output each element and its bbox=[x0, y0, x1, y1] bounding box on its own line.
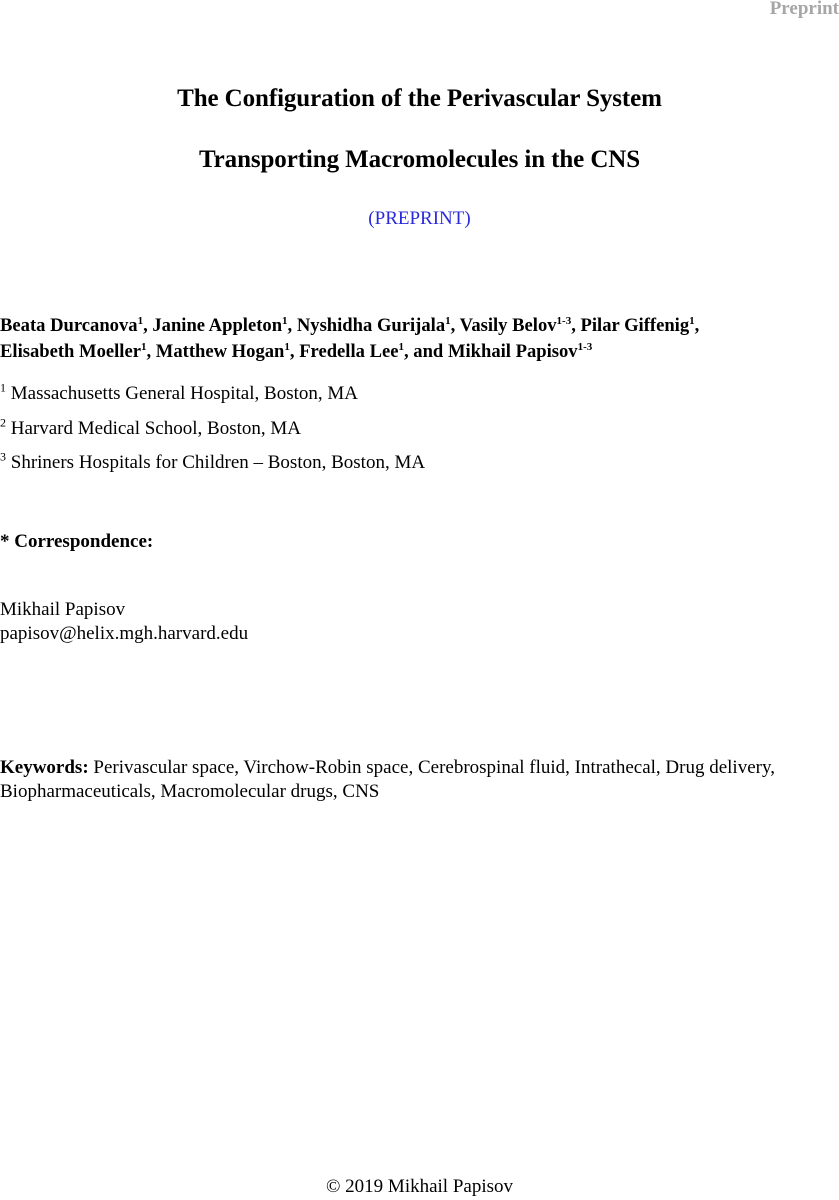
keywords-label: Keywords: bbox=[0, 757, 89, 778]
author-affiliation-mark: 1 bbox=[445, 314, 451, 327]
author-separator: , bbox=[143, 315, 153, 336]
affiliation-text: Massachusetts General Hospital, Boston, MA bbox=[10, 383, 358, 404]
author-separator: , bbox=[287, 315, 297, 336]
author-name: Janine Appleton bbox=[152, 315, 283, 336]
author-separator: , bbox=[571, 315, 581, 336]
copyright-footer: © 2019 Mikhail Papisov bbox=[325, 1176, 514, 1197]
author-separator: , and bbox=[404, 341, 448, 362]
correspondence-heading: * Correspondence: bbox=[0, 531, 154, 552]
author-list bbox=[0, 313, 839, 365]
author-affiliation-mark: 1 bbox=[689, 314, 695, 327]
paper-title-line-1: The Configuration of the Perivascular System bbox=[177, 85, 662, 112]
affiliation-text: Shriners Hospitals for Children – Boston, Boston, MA bbox=[10, 452, 426, 473]
preprint-watermark: Preprint bbox=[769, 0, 839, 19]
author bbox=[0, 341, 156, 362]
affiliation-number: 2 bbox=[0, 415, 6, 430]
paper-title-line-2: Transporting Macromolecules in the CNS bbox=[198, 146, 641, 173]
author-affiliation-mark: 1 bbox=[282, 314, 288, 327]
author-separator: , bbox=[146, 341, 156, 362]
author-affiliation-mark: 1 bbox=[398, 340, 404, 353]
keywords-section bbox=[0, 756, 790, 804]
author-affiliation-mark: 1-3 bbox=[556, 314, 572, 327]
author-name: Matthew Hogan bbox=[155, 341, 285, 362]
author-name: Vasily Belov bbox=[459, 315, 557, 336]
correspondence-email: papisov@helix.mgh.harvard.edu bbox=[0, 623, 249, 644]
author-separator: , bbox=[289, 341, 300, 362]
affiliation-text: Harvard Medical School, Boston, MA bbox=[10, 418, 301, 439]
author-affiliation-mark: 1 bbox=[284, 340, 290, 353]
author-name: Mikhail Papisov bbox=[447, 341, 578, 362]
author bbox=[152, 315, 296, 336]
author-affiliation-mark: 1 bbox=[137, 314, 144, 327]
affiliation bbox=[0, 449, 426, 474]
author-separator: , bbox=[694, 315, 700, 336]
affiliation-number: 1 bbox=[0, 380, 6, 395]
author-affiliation-mark: 1-3 bbox=[577, 340, 593, 353]
author-name: Elisabeth Moeller bbox=[0, 341, 141, 362]
affiliation-number: 3 bbox=[0, 449, 6, 464]
author bbox=[448, 341, 592, 362]
author bbox=[460, 315, 581, 336]
author-affiliation-mark: 1 bbox=[140, 340, 147, 353]
author bbox=[156, 341, 299, 362]
correspondence-name: Mikhail Papisov bbox=[0, 599, 126, 620]
author-name: Nyshidha Gurijala bbox=[296, 315, 446, 336]
author bbox=[297, 315, 460, 336]
author bbox=[0, 315, 152, 336]
author bbox=[581, 315, 700, 336]
affiliation bbox=[0, 380, 358, 405]
author-name: Beata Durcanova bbox=[0, 315, 138, 336]
author bbox=[299, 341, 448, 362]
author-name: Fredella Lee bbox=[299, 341, 399, 362]
author-separator: , bbox=[450, 315, 460, 336]
affiliation bbox=[0, 415, 301, 440]
author-name: Pilar Giffenig bbox=[580, 315, 690, 336]
keywords-text: Perivascular space, Virchow-Robin space, Cerebrospinal fluid, Intrathecal, Drug delivery, Biopharmaceuticals, Macromolecular drugs, CNS bbox=[0, 757, 775, 802]
preprint-label: (PREPRINT) bbox=[368, 208, 471, 229]
